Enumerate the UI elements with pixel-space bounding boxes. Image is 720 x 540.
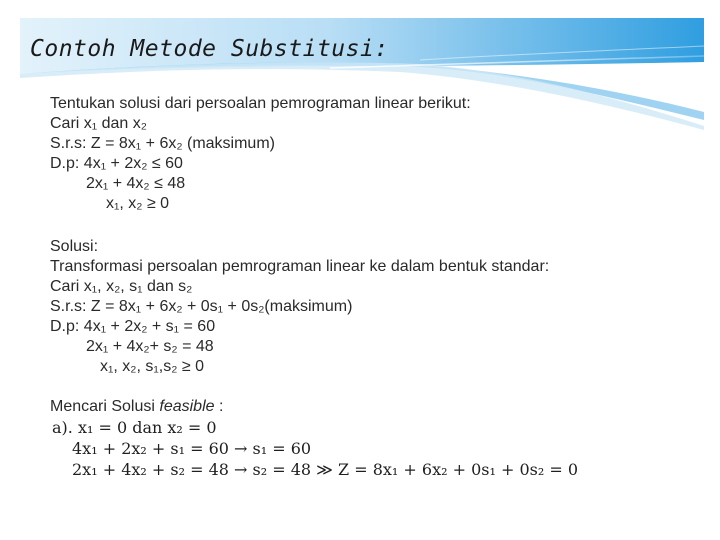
feasible-heading-end: : <box>214 398 224 415</box>
problem-find: Cari x₁ dan x₂ <box>50 115 147 132</box>
problem-constraint-1: D.p: 4x₁ + 2x₂ ≤ 60 <box>50 155 183 172</box>
solution-constraint-1: D.p: 4x₁ + 2x₂ + s₁ = 60 <box>50 318 216 335</box>
solution-constraint-2: 2x₁ + 4x₂+ s₂ = 48 <box>86 338 214 355</box>
problem-objective: S.r.s: Z = 8x₁ + 6x₂ (maksimum) <box>50 135 275 152</box>
feasible-step-a: a). x₁ = 0 dan x₂ = 0 <box>52 418 217 437</box>
solution-nonnegativity: x₁, x₂, s₁,s₂ ≥ 0 <box>100 358 205 375</box>
feasible-section <box>50 397 690 480</box>
problem-nonnegativity: x₁, x₂ ≥ 0 <box>106 195 170 212</box>
feasible-equation-2: 2x₁ + 4x₂ + s₂ = 48 → s₂ = 48 ≫ Z = 8x₁ + 6x₂ + 0s₁ + 0s₂ = 0 <box>72 460 579 479</box>
feasible-equation-1: 4x₁ + 2x₂ + s₁ = 60 → s₁ = 60 <box>72 439 312 458</box>
slide-content <box>50 94 690 480</box>
feasible-heading <box>50 397 690 417</box>
solution-find: Cari x₁, x₂, s₁ dan s₂ <box>50 278 193 295</box>
problem-constraint-2: 2x₁ + 4x₂ ≤ 48 <box>86 175 186 192</box>
spacer <box>50 214 690 237</box>
feasible-heading-italic: feasible <box>159 398 215 415</box>
solution-intro: Transformasi persoalan pemrograman linear ke dalam bentuk standar: <box>50 258 550 275</box>
solution-section <box>50 237 690 377</box>
problem-section <box>50 94 690 214</box>
problem-intro: Tentukan solusi dari persoalan pemrograman linear berikut: <box>50 95 471 112</box>
slide-title: Contoh Metode Substitusi: <box>30 36 389 62</box>
solution-heading: Solusi: <box>50 238 99 255</box>
feasible-heading-text: Mencari Solusi <box>50 398 160 415</box>
solution-objective: S.r.s: Z = 8x₁ + 6x₂ + 0s₁ + 0s₂(maksimum) <box>50 298 353 315</box>
spacer <box>50 377 690 397</box>
